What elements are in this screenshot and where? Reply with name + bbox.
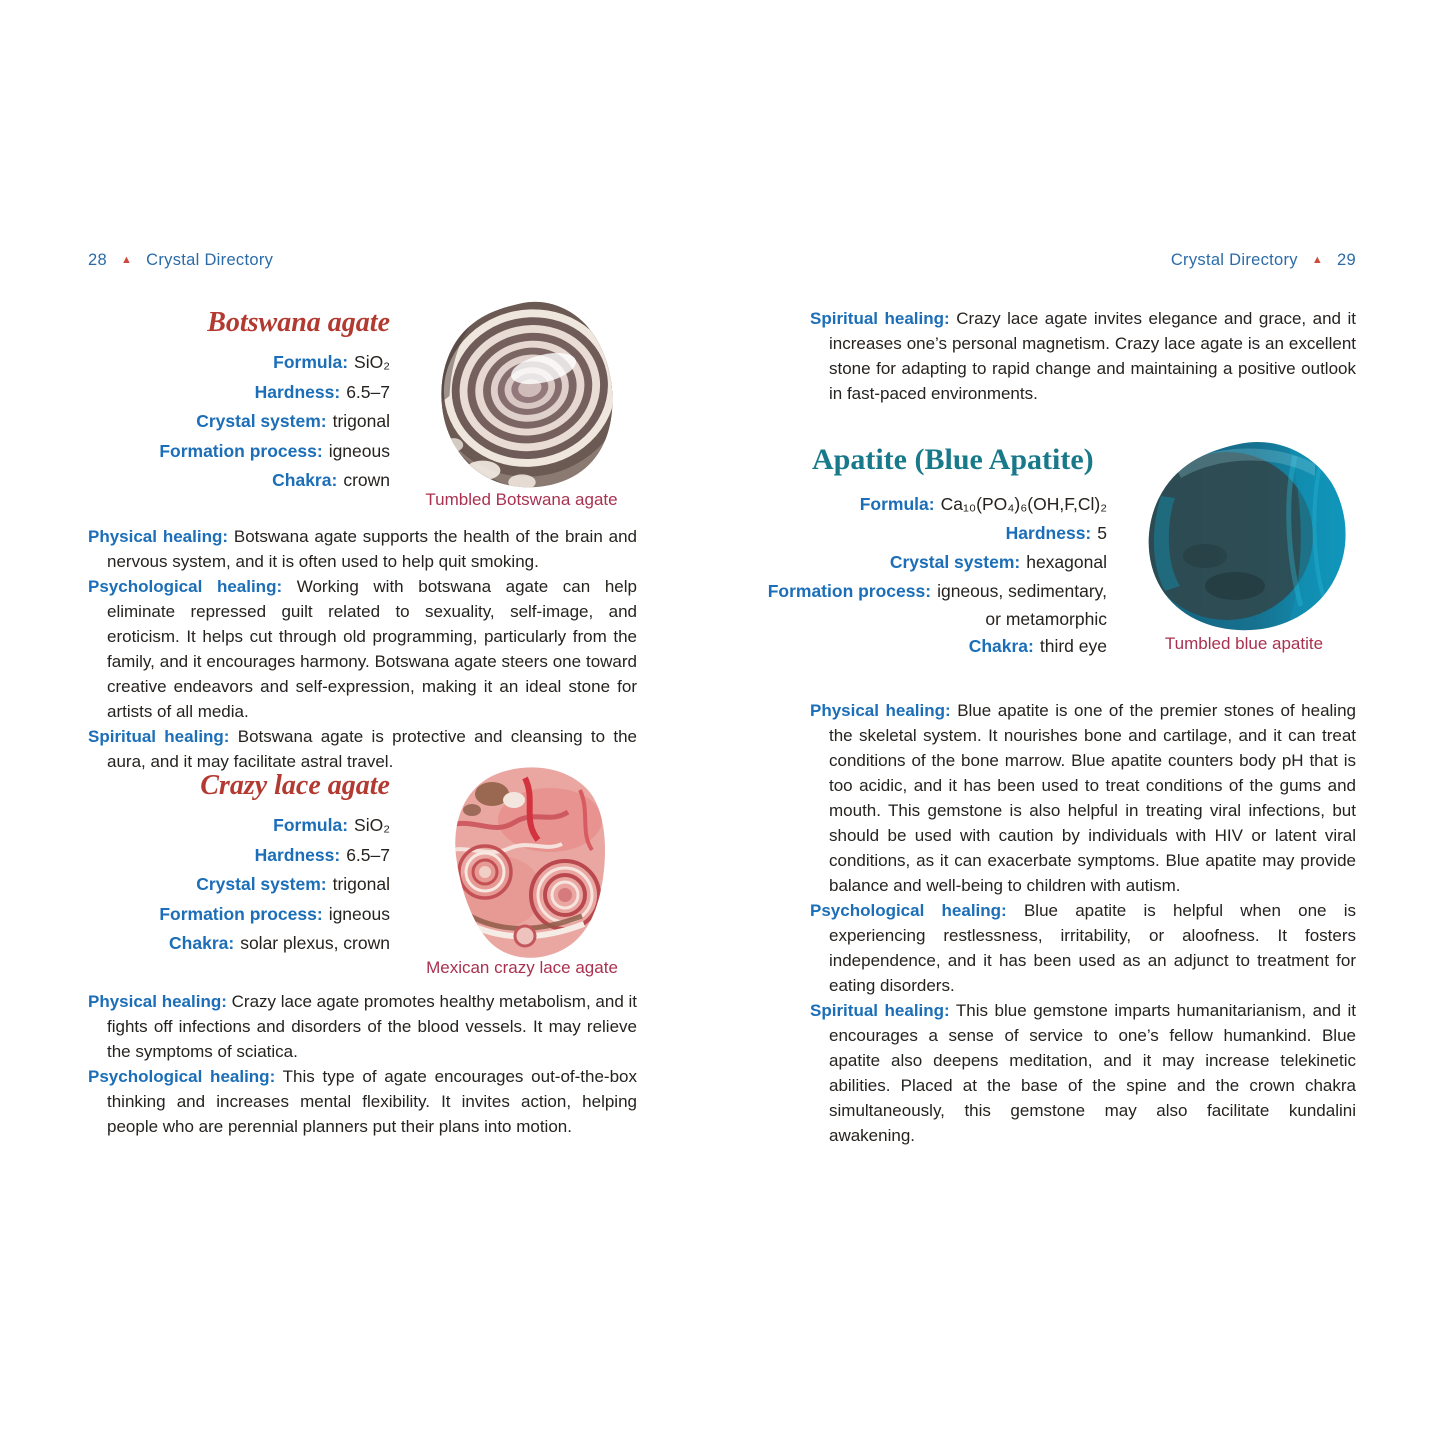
property-value: SiO₂ — [354, 352, 390, 372]
property-row — [767, 577, 1107, 606]
paragraph-text: Botswana agate supports the health of the brain and nervous system, and it is often used to help quit smoking. — [107, 527, 637, 571]
paragraph-text: Crazy lace agate invites elegance and grace, and it increases one’s personal magnetism. Crazy lace agate is an excellent stone for adapting to rapid change and maintaining a positive outlook in fast-paced environments. — [829, 309, 1356, 403]
crazy-lace-continued-paragraph — [810, 306, 1356, 406]
property-label: Hardness: — [1005, 523, 1092, 543]
healing-paragraph — [810, 998, 1356, 1148]
paragraph-text: Botswana agate is protective and cleansing to the aura, and it may facilitate astral travel. — [107, 727, 637, 771]
property-value: igneous — [328, 903, 390, 924]
paragraph-label: Physical healing: — [88, 992, 227, 1011]
property-label: Crystal system: — [196, 411, 327, 431]
right-page-number: 29 — [1337, 251, 1356, 269]
property-row — [88, 841, 390, 871]
property-label: Formula: — [273, 815, 349, 835]
healing-paragraph — [88, 1064, 637, 1139]
right-section-title: Crystal Directory — [1170, 251, 1298, 269]
botswana-agate-photo — [424, 296, 620, 492]
triangle-icon: ▲ — [1311, 254, 1324, 266]
botswana-agate-illustration — [424, 296, 620, 492]
property-label: Chakra: — [169, 933, 235, 953]
property-value: or metamorphic — [985, 609, 1107, 629]
paragraph-label: Physical healing: — [88, 527, 229, 546]
paragraph-text: This type of agate encourages out-of-the-box thinking and increases mental flexibility. It invites action, helping people who are perennial planners put their plans into motion. — [107, 1067, 638, 1136]
healing-paragraph — [88, 524, 637, 574]
paragraph-text: Working with botswana agate can help eliminate repressed guilt related to sexuality, self-image, and eroticism. It helps cut through old programming, particularly from the family, and it encourages harmony. Botswana agate steers one toward creative endeavors and self-expression, making it an ideal stone for artists of all media. — [107, 577, 637, 721]
paragraph-label: Physical healing: — [810, 701, 951, 720]
left-page-number: 28 — [88, 251, 107, 269]
healing-paragraph — [810, 698, 1356, 898]
property-label: Hardness: — [254, 381, 341, 402]
triangle-icon: ▲ — [120, 254, 133, 266]
property-row — [88, 407, 390, 437]
entry-title: Apatite (Blue Apatite) — [812, 443, 1094, 476]
property-row — [88, 900, 390, 930]
property-value: third eye — [1039, 636, 1107, 656]
property-row — [88, 437, 390, 467]
property-value: SiO₂ — [354, 815, 390, 835]
property-value: trigonal — [332, 874, 390, 894]
paragraph-text: Blue apatite is one of the premier stones of healing the skeletal system. It nourishes bone and cartilage, and it can treat conditions of the bone marrow. Blue apatite counters body pH that is too acidic, and it has been used to treat conditions of the gums and mouth. This gemstone is also helpful in treating viral infections, but should be used with caution by individuals with HIV or latent viral conditions, as it can exacerbate symptoms. Blue apatite may provide balance and well-being to children with autism. — [829, 701, 1356, 895]
paragraph-text: Crazy lace agate promotes healthy metabolism, and it fights off infections and disorders of the blood vessels. It may relieve the symptoms of sciatica. — [107, 992, 637, 1061]
property-label: Formation process: — [159, 440, 323, 461]
property-row — [810, 548, 1107, 577]
right-page-header — [810, 251, 1356, 270]
property-value: trigonal — [332, 411, 390, 431]
property-row — [88, 870, 390, 900]
crazy-lace-paragraphs — [88, 989, 637, 1139]
property-value: igneous, sedimentary, — [937, 581, 1107, 601]
property-label: Crystal system: — [889, 552, 1021, 572]
botswana-paragraphs — [88, 524, 637, 774]
left-page-header — [88, 251, 636, 270]
paragraph-label: Psychological healing: — [810, 901, 1007, 920]
entry-title: Crazy lace agate — [200, 770, 390, 801]
property-label: Formation process: — [159, 903, 323, 924]
property-row — [88, 811, 390, 841]
property-row — [810, 490, 1107, 519]
paragraph-label: Psychological healing: — [88, 577, 283, 596]
blue-apatite-info — [767, 490, 1107, 661]
property-label: Crystal system: — [196, 874, 327, 894]
healing-paragraph — [88, 574, 637, 724]
photo-caption: Tumbled Botswana agate — [425, 490, 618, 509]
healing-paragraph — [810, 898, 1356, 998]
paragraph-label: Psychological healing: — [88, 1067, 276, 1086]
property-value: 6.5–7 — [346, 844, 390, 865]
property-value: hexagonal — [1026, 552, 1107, 572]
paragraph-text: Blue apatite is helpful when one is experiencing restlessness, irritability, or aloofness. It fosters independence, and it has been used as an adjunct to treatment for eating disorders. — [829, 901, 1356, 995]
paragraph-label: Spiritual healing: — [88, 727, 230, 746]
property-label: Formation process: — [767, 581, 932, 601]
left-section-title: Crystal Directory — [146, 251, 274, 269]
property-value: crown — [343, 470, 390, 490]
paragraph-text: This blue gemstone imparts humanitarianism, and it encourages a sense of service to one’s fellow humankind. Blue apatite also deepens meditation, and it may increase telekinetic abilities. Placed at the base of the spine and the crown chakra simultaneously, this gemstone may also facilitate kundalini awakening. — [829, 1001, 1356, 1145]
property-row — [88, 466, 390, 496]
blue-apatite-photo — [1135, 436, 1353, 632]
property-row — [810, 632, 1107, 661]
property-value: 6.5–7 — [346, 381, 390, 402]
property-row — [88, 378, 390, 408]
property-label: Hardness: — [254, 844, 341, 865]
blue-apatite-paragraphs — [810, 698, 1356, 1148]
property-row — [88, 348, 390, 378]
paragraph-label: Spiritual healing: — [810, 309, 950, 328]
property-row — [810, 519, 1107, 548]
property-label: Chakra: — [968, 636, 1034, 656]
crazy-lace-agate-illustration — [430, 760, 628, 960]
property-value: solar plexus, crown — [240, 933, 390, 953]
property-label: Chakra: — [272, 470, 338, 490]
property-label: Formula: — [859, 494, 935, 514]
property-row — [88, 929, 390, 959]
property-value: igneous — [328, 440, 390, 461]
paragraph-label: Spiritual healing: — [810, 1001, 950, 1020]
healing-paragraph — [88, 989, 637, 1064]
photo-caption: Mexican crazy lace agate — [426, 958, 618, 977]
property-value: 5 — [1097, 523, 1107, 543]
crazy-lace-agate-info — [88, 770, 390, 959]
crazy-lace-agate-photo — [430, 760, 628, 960]
property-value: Ca₁₀(PO₄)₆(OH,F,Cl)₂ — [940, 494, 1107, 514]
photo-caption: Tumbled blue apatite — [1164, 634, 1324, 653]
property-continuation-row — [810, 606, 1107, 632]
botswana-agate-info — [88, 307, 390, 496]
entry-title: Botswana agate — [207, 307, 390, 338]
blue-apatite-illustration — [1135, 436, 1353, 632]
property-label: Formula: — [273, 352, 349, 372]
healing-paragraph — [810, 306, 1356, 406]
